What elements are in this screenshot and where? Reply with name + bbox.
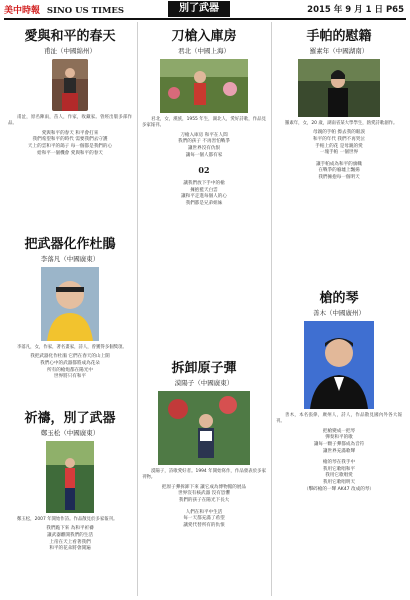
poem-line: 讓和平走進每個人的心: [181, 194, 227, 200]
page-number: P65: [385, 5, 404, 15]
poem-line: 人們在和平中生活: [185, 509, 223, 515]
poem-body: [142, 133, 266, 159]
poem-line: 我們希望和平的時代 需要我們去守護: [32, 137, 108, 143]
poem-line: 天上的雲和平的鴿子 每一個都是我們的心: [27, 144, 113, 149]
article-author: 李落凡（中國廣東）: [40, 255, 100, 263]
author-photo: [46, 441, 94, 513]
author-photo: [298, 59, 380, 117]
poem-line: 彈奏和平的歌: [325, 435, 353, 441]
author-bio: 鄭玉松，2007 年開始作詩。作品散見於多家報刊。: [17, 517, 118, 522]
author-photo: [160, 59, 248, 113]
poem-body: [142, 485, 266, 505]
poem-line: （擊碎槍的一聲 AK47 改成的琴）: [303, 486, 375, 492]
poem-line: 刀槍入庫房 和平在人間: [180, 132, 228, 138]
article-title: 愛與和平的春天: [24, 29, 116, 44]
poem-line: 我把武器化作杜鵑 它們在春天的山上開: [30, 354, 110, 360]
article-author: 漠陽子（中國廣東）: [174, 379, 234, 387]
author-bio: 甫沚，原名陳雨，苗人，作家，收藏家。曾經出版多部作品。: [8, 115, 132, 127]
poem-body: [8, 354, 132, 380]
author-photo: [304, 321, 374, 409]
poem-body-part-2: [276, 162, 402, 182]
poem-body-part-2: [142, 181, 266, 207]
author-photo: [158, 391, 250, 465]
column-right: [276, 22, 402, 596]
poem-line: 我用它歌唱愛: [325, 473, 353, 479]
poem-line: 所有的槍炮都在陽光中: [47, 367, 93, 373]
issue-info: [307, 3, 404, 15]
issue-date: 2015 年 9 月 1 日: [307, 5, 383, 15]
poem-line: 我們心中的武器都將成為花朵: [40, 361, 100, 366]
poem-body: [276, 130, 402, 156]
poem-line: 和平的年代 我們不再哭泣: [313, 137, 365, 142]
article-love-peace: [8, 22, 132, 162]
poem-line: 我們跪下來 為和平祈禱: [46, 526, 94, 532]
article-prayer: [8, 404, 132, 558]
article-author: 善木（中國廣州）: [313, 309, 365, 317]
column-divider: [271, 22, 272, 596]
article-handkerchief: [276, 22, 402, 187]
brand-name: 美中時報: [4, 6, 41, 16]
poem-body-part-2: [276, 460, 402, 493]
poem-line: 世界沒有核武器 沒有恐懼: [178, 491, 230, 497]
article-weapons-storage: [142, 22, 266, 213]
article-dismantle-bomb: [142, 354, 266, 534]
article-author: 鄭玉松（中國廣東）: [40, 429, 100, 437]
poem-line: 我用它歌唱和平: [322, 466, 356, 472]
poem-line: 擁抱藍天白雲: [190, 187, 218, 193]
column-left: [8, 22, 132, 596]
column-divider: [137, 22, 138, 596]
poem-line: 槍的琴在我手中: [322, 460, 356, 466]
poem-line: 手帕上的花 是母親的愛: [315, 143, 363, 149]
article-gun-zither: [276, 284, 402, 498]
poem-body: [8, 526, 132, 552]
poem-line: 給和平一個機會 愛與和平的春天: [37, 150, 103, 156]
header-rule: [4, 18, 406, 20]
poem-line: 世界將只有和平: [53, 374, 87, 380]
poem-section-number: 02: [198, 165, 210, 176]
poem-line: 母親的手帕 擦去我的眼淚: [313, 130, 365, 136]
poem-line: 我們的孩子在陽光下長大: [178, 498, 230, 503]
masthead: [4, 3, 124, 16]
poem-line: 把槍變成一把琴: [322, 428, 356, 434]
poem-line: 把原子彈拆卸下來 讓它成為博物館的展品: [161, 484, 247, 490]
article-rhododendron: [8, 230, 132, 386]
poem-body: [276, 429, 402, 455]
author-photo: [41, 267, 99, 341]
poem-line: 讓武器離開我們的生活: [47, 533, 93, 538]
author-bio: 羅素年，女，20 歲，湖南省某大學學生，熱愛詩歌創作。: [285, 121, 398, 126]
author-bio: 善木，本名張偉，廣州人，詩人，作品散見國內外各大報刊。: [276, 413, 402, 425]
article-title: 刀槍入庫房: [171, 29, 237, 44]
author-bio: 李落凡，女，作家，著名畫家，詩人，曾獲得多個獎項。: [17, 345, 127, 350]
article-author: 甫沚（中國綿州）: [44, 47, 96, 55]
poem-line: 上帝在天上看著我們: [49, 539, 91, 545]
poem-line: 讓世界充滿歌聲: [322, 448, 356, 454]
poem-line: 一塊手帕 一個世界: [319, 150, 359, 156]
page-header: [0, 0, 410, 20]
article-title: 把武器化作杜鵑: [24, 237, 116, 252]
poem-line: 我們擁抱每一個明天: [318, 174, 360, 180]
poem-line: 讓手帕成為和平的旗幟: [316, 161, 362, 167]
poem-line: 讓世界沒有仇恨: [187, 146, 221, 151]
poem-line: 在戰爭的廢墟上飄揚: [318, 168, 360, 174]
poem-body: [8, 131, 132, 157]
poem-line: 讓我們放下手中的槍: [183, 181, 225, 187]
poem-line: 我們都是兄弟姐妹: [185, 200, 223, 206]
poem-line: 我用它歌唱明天: [322, 479, 356, 485]
author-bio: 漠陽子，詩歌愛好者。1994 年開始寫作，作品發表於多家刊物。: [142, 469, 266, 481]
brand-name-english: SINO US TIMES: [46, 6, 124, 16]
section-title: 別了武器: [168, 1, 230, 17]
poem-line: 讓愛代替所有的仇恨: [183, 522, 225, 528]
author-bio: 君北，女，漢族，1955 年生，湖北人，愛好詩歌，作品見多家報刊。: [142, 117, 266, 129]
poem-body-part-2: [142, 510, 266, 530]
article-author: 羅素年（中國湖南）: [309, 47, 369, 55]
article-author: 君北（中國上海）: [178, 47, 230, 55]
column-middle: [142, 22, 266, 596]
poem-line: 和平的花朵將會開遍: [49, 546, 91, 552]
article-title: 祈禱，別了武器: [24, 411, 116, 426]
article-title: 手帕的慰籍: [306, 29, 372, 44]
poem-line: 讓每一個人都有家: [185, 152, 223, 158]
article-title: 槍的琴: [319, 291, 359, 306]
poem-line: 每一天都充滿了希望: [183, 516, 225, 522]
poem-line: 我們的孩子 不再害怕戰爭: [178, 139, 230, 145]
poem-line: 愛與和平的春天 和平會打來: [41, 130, 99, 136]
article-title: 拆卸原子彈: [171, 361, 237, 376]
poem-line: 讓每一顆子彈都成為音符: [313, 442, 365, 447]
author-photo: [52, 59, 88, 111]
